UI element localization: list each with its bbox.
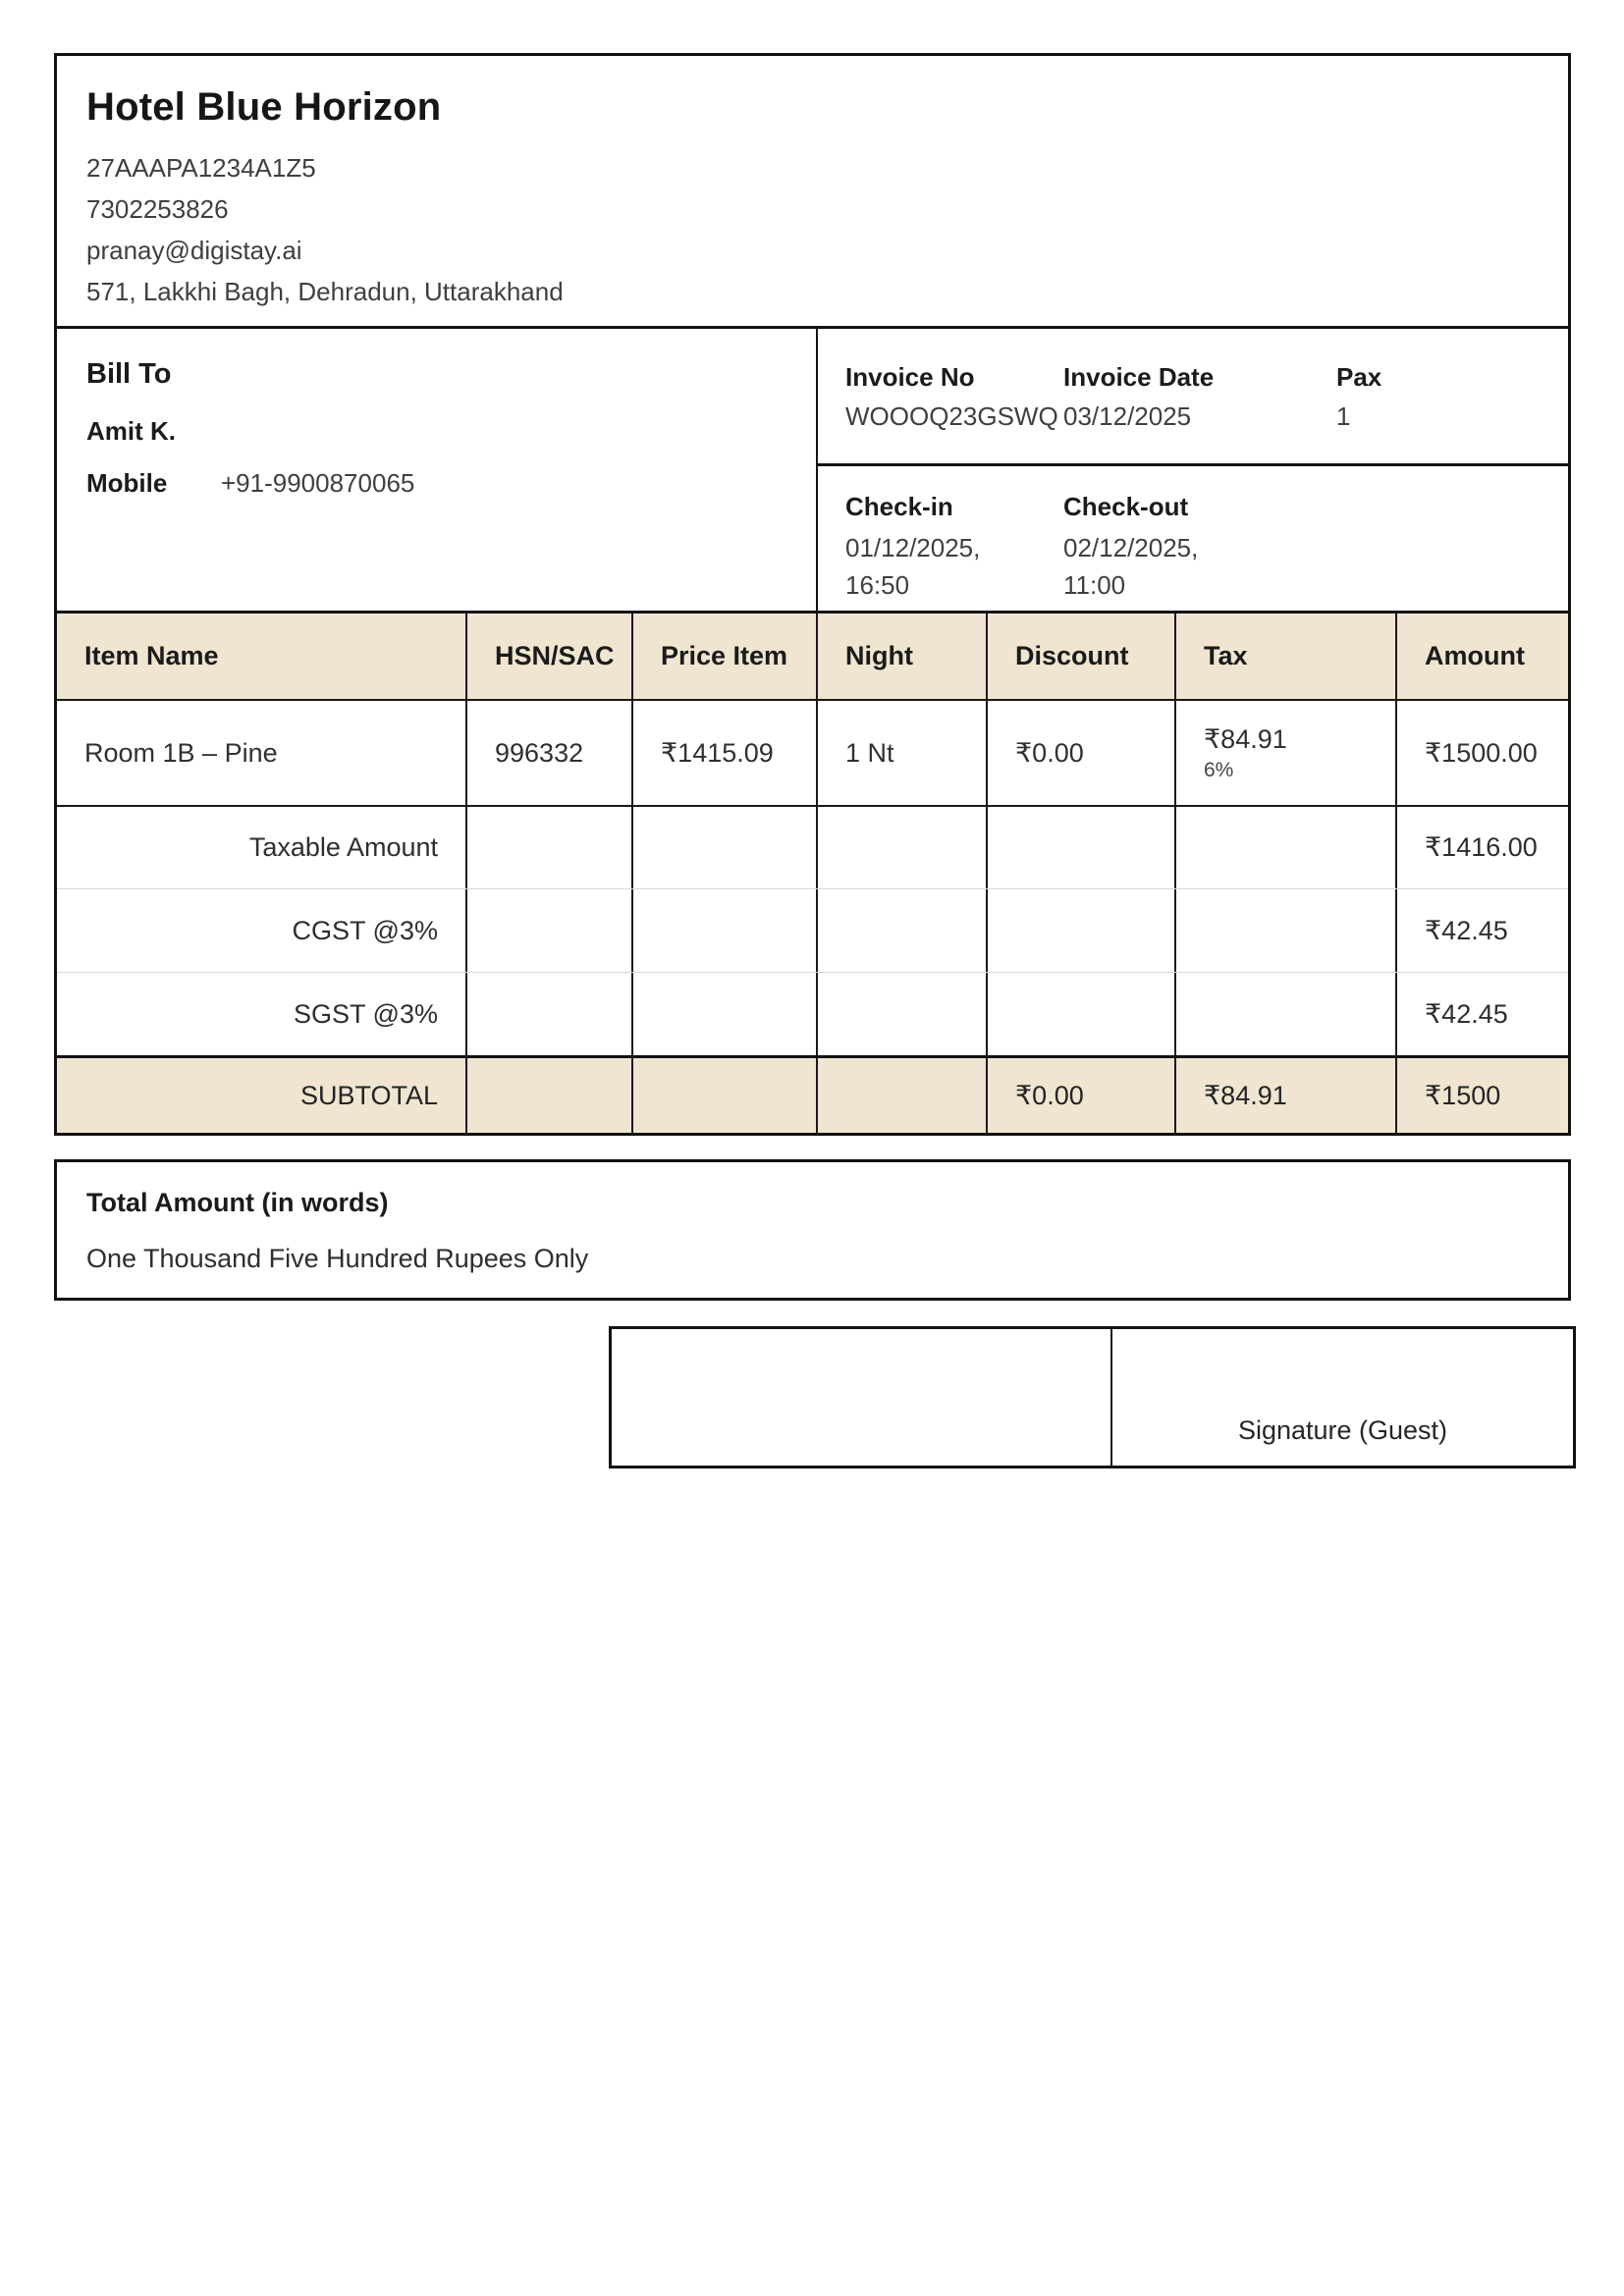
summary-row-cgst [57,888,1568,972]
item-tax-cell [1176,701,1397,805]
header-amount: Amount [1425,641,1525,670]
check-out-block [1063,492,1198,602]
total-amount-words-box [54,1159,1571,1301]
check-out-label: Check-out [1063,492,1189,521]
header-night: Night [818,614,988,699]
header-price-item: Price Item [633,614,818,699]
pax-block [1336,362,1381,432]
summary-row-taxable [57,805,1568,888]
hotel-email: pranay@digistay.ai [86,236,302,265]
item-tax-value: ₹84.91 [1204,723,1287,754]
invoice-no-value: WOOOQ23GSWQ [845,401,1058,431]
invoice-no-label: Invoice No [845,362,975,392]
item-tax-rate: 6% [1204,758,1234,781]
subtotal-tax: ₹84.91 [1176,1058,1397,1133]
invoice-date-value: 03/12/2025 [1063,401,1192,431]
meta-section [57,326,1568,611]
bill-to-name: Amit K. [86,416,176,446]
invoice-meta-row [818,329,1568,466]
item-hsn-cell: 996332 [467,701,633,805]
invoice-no-block [845,362,1058,432]
signature-blank-area [612,1329,1112,1466]
sgst-label: SGST @3% [57,973,467,1055]
cgst-label: CGST @3% [57,889,467,972]
check-in-block [845,492,980,602]
table-row [57,699,1568,805]
hotel-address: 571, Lakkhi Bagh, Dehradun, Uttarakhand [86,277,564,306]
check-out-date: 02/12/2025, [1063,533,1199,562]
bill-to-section [57,329,816,611]
sgst-value: ₹42.45 [1425,998,1508,1029]
item-discount-cell: ₹0.00 [988,701,1176,805]
table-header-row [57,614,1568,699]
taxable-amount-label: Taxable Amount [57,807,467,888]
item-amount-cell: ₹1500.00 [1425,737,1538,768]
bill-to-mobile-row [86,468,786,499]
check-out-time: 11:00 [1063,570,1126,600]
hotel-header [57,56,1568,326]
item-price-cell: ₹1415.09 [633,701,818,805]
hotel-gstin: 27AAAPA1234A1Z5 [86,153,316,183]
item-name-cell: Room 1B – Pine [57,701,467,805]
pax-label: Pax [1336,362,1382,392]
subtotal-label: SUBTOTAL [57,1058,467,1133]
invoice-date-block [1063,362,1214,432]
mobile-value: +91-9900870065 [221,468,415,498]
invoice-card [54,53,1571,1136]
stay-meta-row [818,466,1568,611]
item-night-cell: 1 Nt [818,701,988,805]
summary-row-sgst [57,972,1568,1055]
invoice-date-label: Invoice Date [1063,362,1215,392]
header-hsn-sac: HSN/SAC [467,614,633,699]
header-discount: Discount [988,614,1176,699]
bill-to-title: Bill To [86,358,172,390]
taxable-amount-value: ₹1416.00 [1425,832,1538,862]
items-table [57,611,1568,1133]
subtotal-row [57,1055,1568,1133]
pax-value: 1 [1336,401,1351,431]
hotel-name: Hotel Blue Horizon [86,85,442,129]
subtotal-amount: ₹1500 [1425,1080,1501,1110]
subtotal-discount: ₹0.00 [988,1058,1176,1133]
header-tax: Tax [1176,614,1397,699]
signature-guest-label: Signature (Guest) [1237,1415,1448,1445]
header-item-name: Item Name [57,614,467,699]
signature-box [609,1326,1576,1468]
hotel-phone: 7302253826 [86,194,229,224]
check-in-date: 01/12/2025, [845,533,981,562]
total-words-value: One Thousand Five Hundred Rupees Only [86,1244,589,1273]
total-words-label: Total Amount (in words) [86,1188,389,1217]
cgst-value: ₹42.45 [1425,915,1508,945]
invoice-meta-panel [816,329,1568,611]
check-in-label: Check-in [845,492,953,521]
mobile-label: Mobile [86,468,168,498]
hotel-contact-lines [86,147,1539,312]
check-in-time: 16:50 [845,570,910,600]
